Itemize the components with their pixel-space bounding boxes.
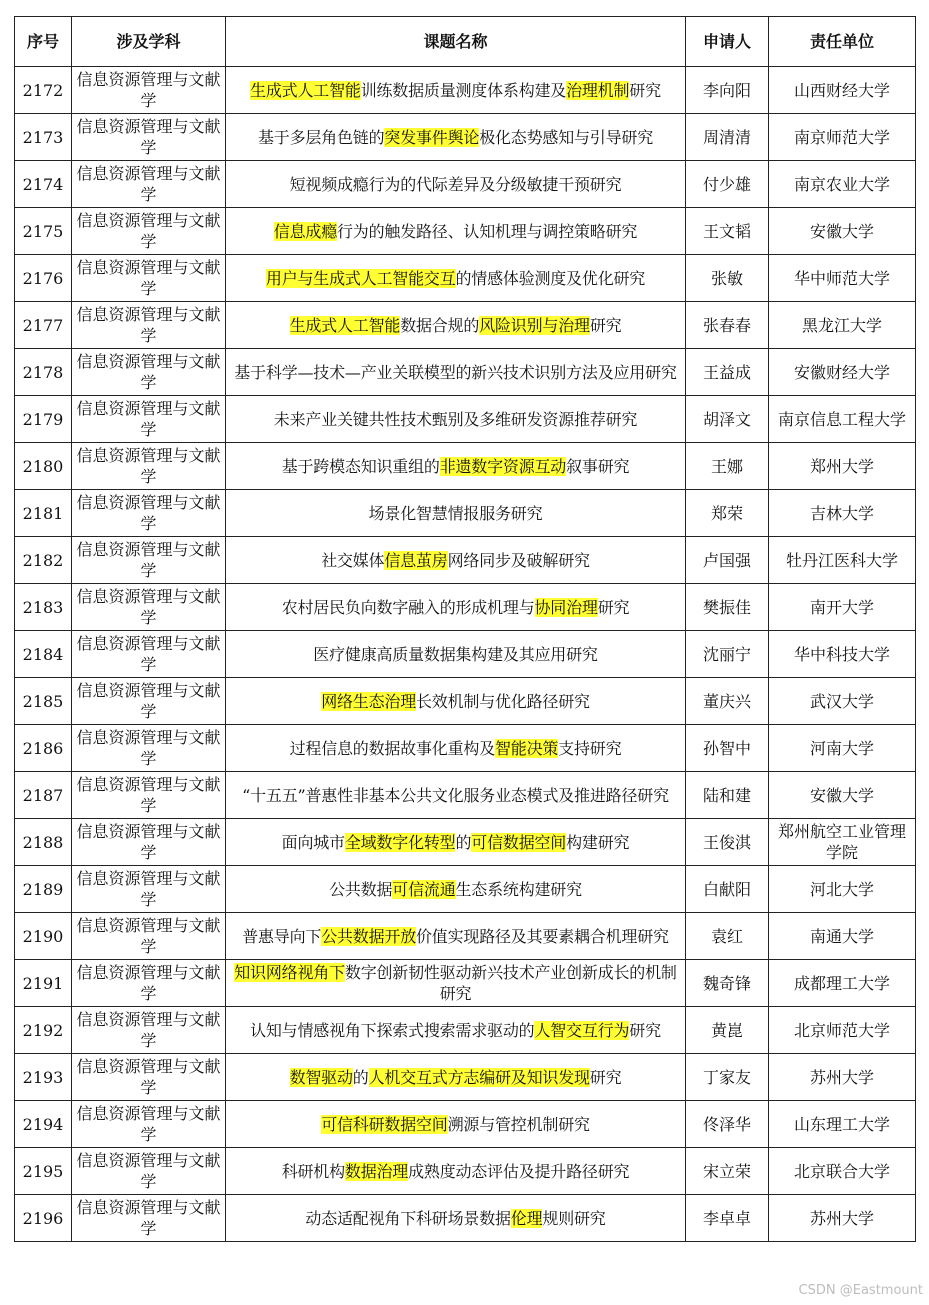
table-row <box>15 490 916 537</box>
highlighted-term: 伦理 <box>510 1208 543 1228</box>
row-subject: 信息资源管理与文献学 <box>72 255 226 302</box>
row-id: 2196 <box>15 1195 72 1242</box>
table-row <box>15 1148 916 1195</box>
title-segment: 的情感体验测度及优化研究 <box>455 268 646 288</box>
row-title <box>226 208 686 255</box>
row-title <box>226 443 686 490</box>
watermark: CSDN @Eastmount <box>798 1283 923 1298</box>
table-row <box>15 584 916 631</box>
row-id: 2184 <box>15 631 72 678</box>
row-id: 2180 <box>15 443 72 490</box>
highlighted-term: 信息成瘾 <box>273 221 337 241</box>
row-unit: 河南大学 <box>769 725 916 772</box>
table-body <box>15 67 916 1242</box>
row-subject: 信息资源管理与文献学 <box>72 396 226 443</box>
title-segment: 农村居民负向数字融入的形成机理与 <box>281 597 535 617</box>
highlighted-term: 人机交互式方志编研及知识发现 <box>368 1067 590 1087</box>
table-row <box>15 1054 916 1101</box>
row-applicant: 周清清 <box>686 114 769 161</box>
header-applicant: 申请人 <box>686 17 769 67</box>
row-id: 2190 <box>15 913 72 960</box>
table-row <box>15 725 916 772</box>
row-subject: 信息资源管理与文献学 <box>72 631 226 678</box>
row-unit: 安徽大学 <box>769 772 916 819</box>
row-applicant: 王文韬 <box>686 208 769 255</box>
row-applicant: 张春春 <box>686 302 769 349</box>
title-segment: 场景化智慧情报服务研究 <box>368 503 543 523</box>
row-unit: 华中师范大学 <box>769 255 916 302</box>
table-row <box>15 866 916 913</box>
table-row <box>15 960 916 1007</box>
highlighted-term: 生成式人工智能 <box>250 80 361 100</box>
table-row <box>15 255 916 302</box>
title-segment: 的 <box>352 1067 369 1087</box>
row-unit: 南京信息工程大学 <box>769 396 916 443</box>
table-row <box>15 1101 916 1148</box>
table-row <box>15 114 916 161</box>
row-subject: 信息资源管理与文献学 <box>72 819 226 866</box>
row-applicant: 宋立荣 <box>686 1148 769 1195</box>
title-segment: 生态系统构建研究 <box>455 879 582 899</box>
title-segment: 研究 <box>597 597 630 617</box>
row-unit: 吉林大学 <box>769 490 916 537</box>
row-id: 2195 <box>15 1148 72 1195</box>
highlighted-term: 公共数据开放 <box>321 926 416 946</box>
title-segment: 公共数据 <box>329 879 393 899</box>
row-id: 2188 <box>15 819 72 866</box>
highlighted-term: 知识网络视角下 <box>234 963 345 982</box>
highlighted-term: 生成式人工智能 <box>289 315 401 335</box>
title-segment: 动态适配视角下科研场景数据 <box>305 1208 511 1228</box>
title-segment: 研究 <box>629 80 661 100</box>
table-row <box>15 772 916 819</box>
highlighted-term: 人智交互行为 <box>534 1020 630 1040</box>
table-row <box>15 67 916 114</box>
title-segment: 行为的触发路径、认知机理与调控策略研究 <box>337 221 638 241</box>
row-title <box>226 772 686 819</box>
table-row <box>15 537 916 584</box>
title-segment: 研究 <box>589 1067 622 1087</box>
row-id: 2181 <box>15 490 72 537</box>
header-unit: 责任单位 <box>769 17 916 67</box>
row-title <box>226 302 686 349</box>
title-segment: 价值实现路径及其要素耦合机理研究 <box>416 926 669 946</box>
row-subject: 信息资源管理与文献学 <box>72 866 226 913</box>
row-id: 2187 <box>15 772 72 819</box>
row-subject: 信息资源管理与文献学 <box>72 302 226 349</box>
title-segment: 未来产业关键共性技术甄别及多维研发资源推荐研究 <box>273 409 638 429</box>
row-unit: 安徽财经大学 <box>769 349 916 396</box>
table-row <box>15 913 916 960</box>
title-segment: 数字创新韧性驱动新兴技术产业创新成长的机制研究 <box>344 963 677 1003</box>
row-id: 2172 <box>15 67 72 114</box>
row-unit: 苏州大学 <box>769 1054 916 1101</box>
table-row <box>15 208 916 255</box>
row-title <box>226 349 686 396</box>
title-segment: 基于科学—技术—产业关联模型的新兴技术识别方法及应用研究 <box>234 362 677 382</box>
row-unit: 南开大学 <box>769 584 916 631</box>
title-segment: 社交媒体 <box>321 550 385 570</box>
highlighted-term: 非遗数字资源互动 <box>439 456 567 476</box>
row-id: 2182 <box>15 537 72 584</box>
row-title <box>226 584 686 631</box>
table-row <box>15 678 916 725</box>
row-applicant: 董庆兴 <box>686 678 769 725</box>
row-unit: 牡丹江医科大学 <box>769 537 916 584</box>
title-segment: 数据合规的 <box>400 315 480 335</box>
row-applicant: 樊振佳 <box>686 584 769 631</box>
row-title <box>226 678 686 725</box>
row-id: 2178 <box>15 349 72 396</box>
highlighted-term: 突发事件舆论 <box>384 127 480 147</box>
row-title <box>226 819 686 866</box>
row-unit: 郑州航空工业管理学院 <box>769 819 916 866</box>
row-unit: 北京师范大学 <box>769 1007 916 1054</box>
row-unit: 华中科技大学 <box>769 631 916 678</box>
header-row <box>15 17 916 67</box>
title-segment: 支持研究 <box>558 738 622 758</box>
row-unit: 山西财经大学 <box>769 67 916 114</box>
row-title <box>226 960 686 1007</box>
title-segment: 极化态势感知与引导研究 <box>479 127 654 147</box>
row-subject: 信息资源管理与文献学 <box>72 725 226 772</box>
row-title <box>226 537 686 584</box>
row-subject: 信息资源管理与文献学 <box>72 349 226 396</box>
highlighted-term: 治理机制 <box>566 80 630 100</box>
row-title <box>226 725 686 772</box>
row-applicant: 张敏 <box>686 255 769 302</box>
row-applicant: 沈丽宁 <box>686 631 769 678</box>
title-segment: 科研机构 <box>281 1161 345 1181</box>
row-applicant: 黄崑 <box>686 1007 769 1054</box>
header-id: 序号 <box>15 17 72 67</box>
row-applicant: 付少雄 <box>686 161 769 208</box>
table-row <box>15 161 916 208</box>
title-segment: 构建研究 <box>566 832 630 852</box>
table-row <box>15 396 916 443</box>
row-subject: 信息资源管理与文献学 <box>72 490 226 537</box>
row-subject: 信息资源管理与文献学 <box>72 67 226 114</box>
row-title <box>226 396 686 443</box>
row-id: 2191 <box>15 960 72 1007</box>
projects-table <box>14 16 916 1242</box>
row-title <box>226 67 686 114</box>
row-title <box>226 114 686 161</box>
row-subject: 信息资源管理与文献学 <box>72 678 226 725</box>
row-id: 2189 <box>15 866 72 913</box>
row-applicant: 王俊淇 <box>686 819 769 866</box>
highlighted-term: 可信流通 <box>392 879 456 899</box>
header-subject: 涉及学科 <box>72 17 226 67</box>
title-segment: 溯源与管控机制研究 <box>447 1114 590 1134</box>
row-applicant: 魏奇锋 <box>686 960 769 1007</box>
row-title <box>226 866 686 913</box>
title-segment: 叙事研究 <box>566 456 630 476</box>
row-unit: 成都理工大学 <box>769 960 916 1007</box>
title-segment: 研究 <box>589 315 622 335</box>
table-row <box>15 631 916 678</box>
header-title: 课题名称 <box>226 17 686 67</box>
row-title <box>226 1195 686 1242</box>
row-title <box>226 1007 686 1054</box>
row-subject: 信息资源管理与文献学 <box>72 161 226 208</box>
row-id: 2175 <box>15 208 72 255</box>
title-segment: 医疗健康高质量数据集构建及其应用研究 <box>313 644 598 664</box>
row-unit: 河北大学 <box>769 866 916 913</box>
row-title <box>226 1101 686 1148</box>
row-id: 2186 <box>15 725 72 772</box>
row-applicant: 卢国强 <box>686 537 769 584</box>
row-unit: 苏州大学 <box>769 1195 916 1242</box>
highlighted-term: 数据治理 <box>344 1161 409 1181</box>
row-applicant: 李卓卓 <box>686 1195 769 1242</box>
table-row <box>15 349 916 396</box>
row-applicant: 孙智中 <box>686 725 769 772</box>
row-applicant: 王娜 <box>686 443 769 490</box>
row-id: 2194 <box>15 1101 72 1148</box>
row-subject: 信息资源管理与文献学 <box>72 960 226 1007</box>
row-subject: 信息资源管理与文献学 <box>72 1101 226 1148</box>
row-unit: 山东理工大学 <box>769 1101 916 1148</box>
highlighted-term: 数智驱动 <box>289 1067 353 1087</box>
row-subject: 信息资源管理与文献学 <box>72 1054 226 1101</box>
row-applicant: 陆和建 <box>686 772 769 819</box>
highlighted-term: 风险识别与治理 <box>479 315 590 335</box>
table-row <box>15 1007 916 1054</box>
row-subject: 信息资源管理与文献学 <box>72 584 226 631</box>
table-row <box>15 302 916 349</box>
row-id: 2179 <box>15 396 72 443</box>
title-segment: 训练数据质量测度体系构建及 <box>360 80 567 100</box>
row-applicant: 李向阳 <box>686 67 769 114</box>
row-subject: 信息资源管理与文献学 <box>72 114 226 161</box>
highlighted-term: 信息茧房 <box>384 550 448 570</box>
highlighted-term: 网络生态治理 <box>321 691 416 711</box>
title-segment: 基于跨模态知识重组的 <box>281 456 440 476</box>
row-id: 2173 <box>15 114 72 161</box>
title-segment: 规则研究 <box>542 1208 606 1228</box>
row-unit: 黑龙江大学 <box>769 302 916 349</box>
row-subject: 信息资源管理与文献学 <box>72 537 226 584</box>
highlighted-term: 用户与生成式人工智能交互 <box>265 268 456 288</box>
highlighted-term: 智能决策 <box>495 738 559 758</box>
row-applicant: 丁家友 <box>686 1054 769 1101</box>
row-id: 2193 <box>15 1054 72 1101</box>
row-applicant: 袁红 <box>686 913 769 960</box>
row-title <box>226 1148 686 1195</box>
title-segment: 认知与情感视角下探索式搜索需求驱动的 <box>250 1020 535 1040</box>
row-subject: 信息资源管理与文献学 <box>72 443 226 490</box>
row-id: 2176 <box>15 255 72 302</box>
title-segment: 网络同步及破解研究 <box>447 550 590 570</box>
title-segment: 过程信息的数据故事化重构及 <box>289 738 495 758</box>
table-row <box>15 1195 916 1242</box>
row-id: 2174 <box>15 161 72 208</box>
row-subject: 信息资源管理与文献学 <box>72 913 226 960</box>
title-segment: 短视频成瘾行为的代际差异及分级敏捷干预研究 <box>289 174 622 194</box>
row-id: 2192 <box>15 1007 72 1054</box>
row-applicant: 白献阳 <box>686 866 769 913</box>
row-id: 2185 <box>15 678 72 725</box>
highlighted-term: 可信数据空间 <box>471 832 567 852</box>
row-id: 2177 <box>15 302 72 349</box>
row-subject: 信息资源管理与文献学 <box>72 772 226 819</box>
row-unit: 郑州大学 <box>769 443 916 490</box>
row-unit: 南京师范大学 <box>769 114 916 161</box>
row-unit: 北京联合大学 <box>769 1148 916 1195</box>
row-title <box>226 631 686 678</box>
row-id: 2183 <box>15 584 72 631</box>
row-title <box>226 490 686 537</box>
row-unit: 武汉大学 <box>769 678 916 725</box>
title-segment: 基于多层角色链的 <box>257 127 385 147</box>
row-unit: 安徽大学 <box>769 208 916 255</box>
table-row <box>15 443 916 490</box>
highlighted-term: 全域数字化转型 <box>344 832 456 852</box>
row-unit: 南通大学 <box>769 913 916 960</box>
row-title <box>226 1054 686 1101</box>
row-applicant: 郑荣 <box>686 490 769 537</box>
highlighted-term: 可信科研数据空间 <box>321 1114 448 1134</box>
row-title <box>226 161 686 208</box>
title-segment: “十五五”普惠性非基本公共文化服务业态模式及推进路径研究 <box>242 785 669 805</box>
title-segment: 普惠导向下 <box>242 926 322 946</box>
table-row <box>15 819 916 866</box>
row-subject: 信息资源管理与文献学 <box>72 208 226 255</box>
row-subject: 信息资源管理与文献学 <box>72 1195 226 1242</box>
title-segment: 的 <box>455 832 472 852</box>
title-segment: 研究 <box>629 1020 661 1040</box>
row-applicant: 胡泽文 <box>686 396 769 443</box>
highlighted-term: 协同治理 <box>534 597 598 617</box>
row-subject: 信息资源管理与文献学 <box>72 1007 226 1054</box>
row-title <box>226 913 686 960</box>
title-segment: 成熟度动态评估及提升路径研究 <box>408 1161 630 1181</box>
row-applicant: 佟泽华 <box>686 1101 769 1148</box>
title-segment: 长效机制与优化路径研究 <box>416 691 590 711</box>
row-applicant: 王益成 <box>686 349 769 396</box>
row-title <box>226 255 686 302</box>
title-segment: 面向城市 <box>281 832 345 852</box>
row-unit: 南京农业大学 <box>769 161 916 208</box>
row-subject: 信息资源管理与文献学 <box>72 1148 226 1195</box>
